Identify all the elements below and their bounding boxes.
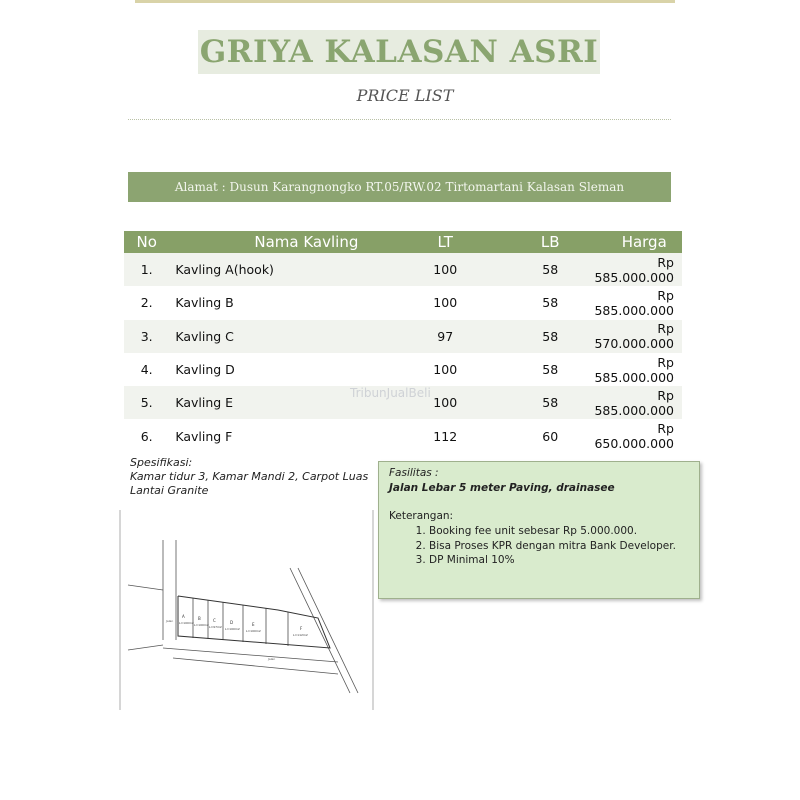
lot-area-label: L=100m2 <box>179 621 194 625</box>
address-text: Alamat : Dusun Karangnongko RT.05/RW.02 Tirtomartani Kalasan Sleman <box>174 180 625 194</box>
spesifikasi-line-2: Lantai Granite <box>130 484 209 497</box>
cell-name: Kavling A(hook) <box>169 253 384 286</box>
list-item: 1. Booking fee unit sebesar Rp 5.000.000. <box>429 524 676 539</box>
cell-lt: 100 <box>384 353 506 386</box>
cell-no: 1. <box>124 253 169 286</box>
header-name: Nama Kavling <box>169 231 384 253</box>
list-item: 2. Bisa Proses KPR dengan mitra Bank Developer. <box>429 539 676 554</box>
cell-harga: Rp 585.000.000 <box>594 253 682 286</box>
road-line <box>290 568 350 693</box>
lot-label: D <box>230 620 234 625</box>
table-row <box>124 419 682 452</box>
top-rule <box>135 0 675 3</box>
table-row <box>124 286 682 319</box>
lot-label: E <box>252 622 255 627</box>
keterangan-title: Keterangan: <box>389 510 454 522</box>
table-row <box>124 353 682 386</box>
header-no: No <box>124 231 169 253</box>
lot-area-label: L=100m2 <box>225 627 240 631</box>
header-harga: Harga <box>594 231 682 253</box>
cell-harga: Rp 570.000.000 <box>594 320 682 353</box>
cell-harga: Rp 585.000.000 <box>594 386 682 419</box>
spesifikasi-title: Spesifikasi: <box>130 456 193 469</box>
cell-lb: 58 <box>506 320 594 353</box>
cell-no: 2. <box>124 286 169 319</box>
cell-name: Kavling F <box>169 419 384 452</box>
lot-area-label: L=112m2 <box>293 633 308 637</box>
lot-label: B <box>198 616 201 621</box>
fasilitas-box <box>378 461 700 599</box>
cell-harga: Rp 650.000.000 <box>594 419 682 452</box>
cell-name: Kavling D <box>169 353 384 386</box>
cell-lt: 100 <box>384 286 506 319</box>
cell-lb: 58 <box>506 253 594 286</box>
cell-lb: 58 <box>506 386 594 419</box>
lot-label: C <box>213 618 216 623</box>
cell-name: Kavling B <box>169 286 384 319</box>
lot-label: F <box>300 626 303 631</box>
cell-lb: 60 <box>506 419 594 452</box>
header-lb: LB <box>506 231 594 253</box>
cell-no: 6. <box>124 419 169 452</box>
cell-harga: Rp 585.000.000 <box>594 286 682 319</box>
watermark: TribunJualBeli <box>350 386 431 400</box>
cell-name: Kavling E <box>169 386 384 419</box>
road-label: Jalan <box>268 657 276 661</box>
lot-area-label: L=100m2 <box>194 623 209 627</box>
keterangan-list <box>409 524 676 568</box>
spesifikasi-block <box>130 456 370 498</box>
cell-lb: 58 <box>506 286 594 319</box>
cell-no: 5. <box>124 386 169 419</box>
list-item: 3. DP Minimal 10% <box>429 553 676 568</box>
price-table <box>124 231 682 453</box>
road-line <box>298 568 358 693</box>
lot-label: A <box>182 614 185 619</box>
lot-area-label: L=97m2 <box>209 625 222 629</box>
page-title: GRIYA KALASAN ASRI <box>199 34 599 70</box>
cell-lt: 100 <box>384 386 506 419</box>
fasilitas-value: Jalan Lebar 5 meter Paving, drainasee <box>389 482 615 494</box>
road-line <box>128 645 163 650</box>
address-banner <box>128 172 671 202</box>
lot-area-label: L=100m2 <box>246 629 261 633</box>
page-subtitle: PRICE LIST <box>356 86 454 105</box>
site-plan <box>118 510 375 710</box>
road-label: Jalan <box>166 619 174 623</box>
title-banner <box>198 30 600 74</box>
table-row <box>124 253 682 286</box>
spesifikasi-line-1: Kamar tidur 3, Kamar Mandi 2, Carpot Luas <box>130 470 369 483</box>
cell-lt: 112 <box>384 419 506 452</box>
cell-no: 3. <box>124 320 169 353</box>
cell-lt: 100 <box>384 253 506 286</box>
cell-lt: 97 <box>384 320 506 353</box>
table-header-row <box>124 231 682 253</box>
fasilitas-title: Fasilitas : <box>389 467 439 479</box>
header-lt: LT <box>384 231 506 253</box>
cell-harga: Rp 585.000.000 <box>594 353 682 386</box>
road-line <box>128 585 163 590</box>
dotted-divider <box>128 119 671 120</box>
cell-name: Kavling C <box>169 320 384 353</box>
cell-lb: 58 <box>506 353 594 386</box>
cell-no: 4. <box>124 353 169 386</box>
table-row <box>124 320 682 353</box>
